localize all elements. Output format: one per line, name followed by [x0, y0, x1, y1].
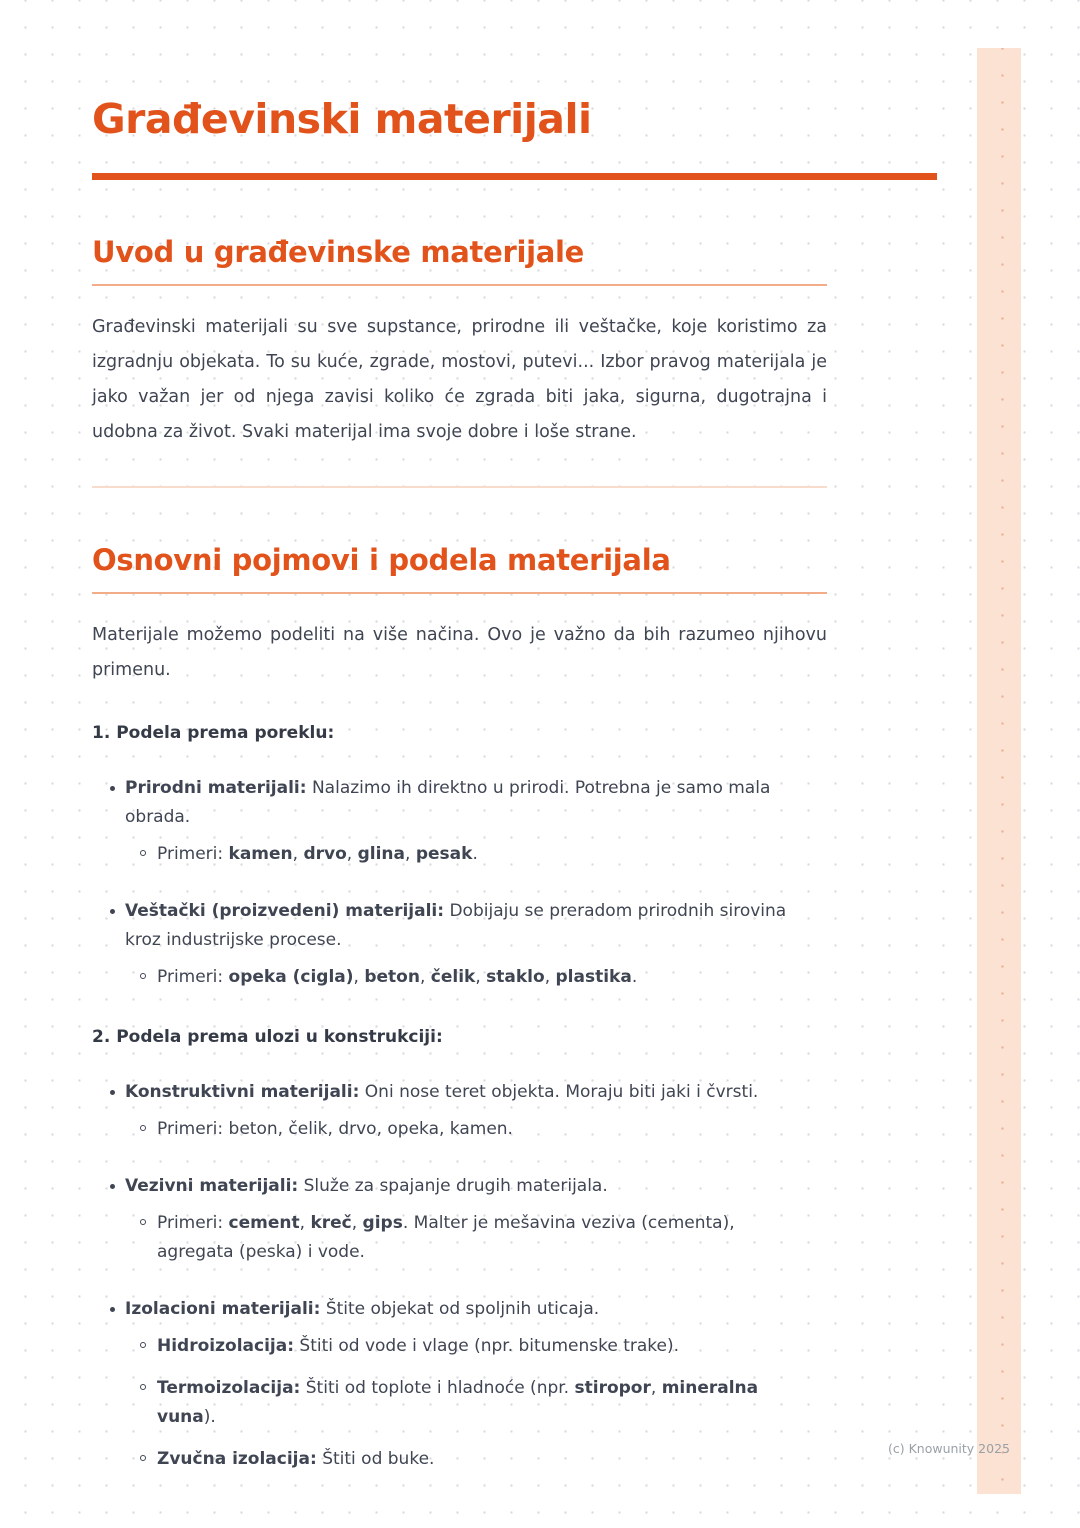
- list-subitem: [92, 1374, 827, 1432]
- circle-bullet-icon: [140, 1342, 146, 1348]
- list-subitem-text: Zvučna izolacija: Štiti od buke.: [157, 1449, 435, 1469]
- page-edge-stripe: [977, 48, 1021, 1494]
- group-title-origin: 1. Podela prema poreklu:: [92, 723, 335, 743]
- circle-bullet-icon: [140, 1219, 146, 1225]
- bullet-icon: [110, 1307, 115, 1312]
- list-item: [92, 1078, 827, 1107]
- heading-underline: [92, 592, 827, 594]
- list-subitem-text: Primeri: beton, čelik, drvo, opeka, kamen.: [157, 1119, 513, 1139]
- section-heading-intro: Uvod u građevinske materijale: [92, 235, 585, 269]
- list-item-text: Konstruktivni materijali: Oni nose teret objekta. Moraju biti jaki i čvrsti.: [125, 1082, 759, 1102]
- list-subitem-text: Primeri: cement, kreč, gips. Malter je mešavina veziva (cementa), agregata (peska) i vode.: [157, 1213, 735, 1262]
- list-subitem: [92, 1445, 827, 1474]
- circle-bullet-icon: [140, 973, 146, 979]
- list-subitem: [92, 1209, 827, 1267]
- list-item: [92, 774, 827, 832]
- list-subitem-text: Termoizolacija: Štiti od toplote i hladnoće (npr. stiropor, mineralna vuna).: [157, 1378, 759, 1427]
- section-intro: [92, 234, 937, 450]
- concepts-paragraph: Materijale možemo podeliti na više načina. Ovo je važno da bih razumeo njihovu primenu.: [92, 625, 827, 680]
- group-title-role: 2. Podela prema ulozi u konstrukciji:: [92, 1027, 443, 1047]
- list-item: [92, 1172, 827, 1201]
- footer-credit: (c) Knowunity 2025: [888, 1441, 1010, 1456]
- intro-paragraph: Građevinski materijali su sve supstance, prirodne ili veštačke, koje koristimo za izgradnju objekata. To su kuće, zgrade, mostovi, putevi... Izbor pravog materijala je jako važan jer od njega zavisi koliko će zgrada biti jaka, sigurna, dugotrajna i udobna za život. Svaki materijal ima svoje dobre i loše strane.: [92, 317, 827, 442]
- list-item-text: Izolacioni materijali: Štite objekat od spoljnih uticaja.: [125, 1299, 600, 1319]
- circle-bullet-icon: [140, 1384, 146, 1390]
- list-item: [92, 1295, 827, 1324]
- list-subitem-text: Primeri: kamen, drvo, glina, pesak.: [157, 844, 478, 864]
- section-concepts: [92, 542, 937, 1474]
- circle-bullet-icon: [140, 850, 146, 856]
- circle-bullet-icon: [140, 1125, 146, 1131]
- list-subitem-text: Hidroizolacija: Štiti od vode i vlage (npr. bitumenske trake).: [157, 1336, 680, 1356]
- title-rule: [92, 173, 937, 180]
- list-item: [92, 897, 827, 955]
- list-item-text: Prirodni materijali: Nalazimo ih direktno u prirodi. Potrebna je samo mala obrada.: [125, 778, 771, 827]
- bullet-icon: [110, 786, 115, 791]
- list-item-text: Veštački (proizvedeni) materijali: Dobijaju se preradom prirodnih sirovina kroz industrijske procese.: [125, 901, 787, 950]
- page-title: Građevinski materijali: [92, 95, 592, 143]
- list-subitem: [92, 1115, 827, 1144]
- bullet-icon: [110, 1090, 115, 1095]
- list-subitem: [92, 840, 827, 869]
- section-heading-concepts: Osnovni pojmovi i podela materijala: [92, 543, 671, 577]
- bullet-icon: [110, 1184, 115, 1189]
- list-subitem: [92, 963, 827, 992]
- heading-underline: [92, 284, 827, 286]
- document-content: [92, 0, 937, 1474]
- list-subitem-text: Primeri: opeka (cigla), beton, čelik, staklo, plastika.: [157, 967, 638, 987]
- section-divider: [92, 486, 827, 488]
- circle-bullet-icon: [140, 1455, 146, 1461]
- list-item-text: Vezivni materijali: Služe za spajanje drugih materijala.: [125, 1176, 608, 1196]
- list-subitem: [92, 1332, 827, 1361]
- bullet-icon: [110, 909, 115, 914]
